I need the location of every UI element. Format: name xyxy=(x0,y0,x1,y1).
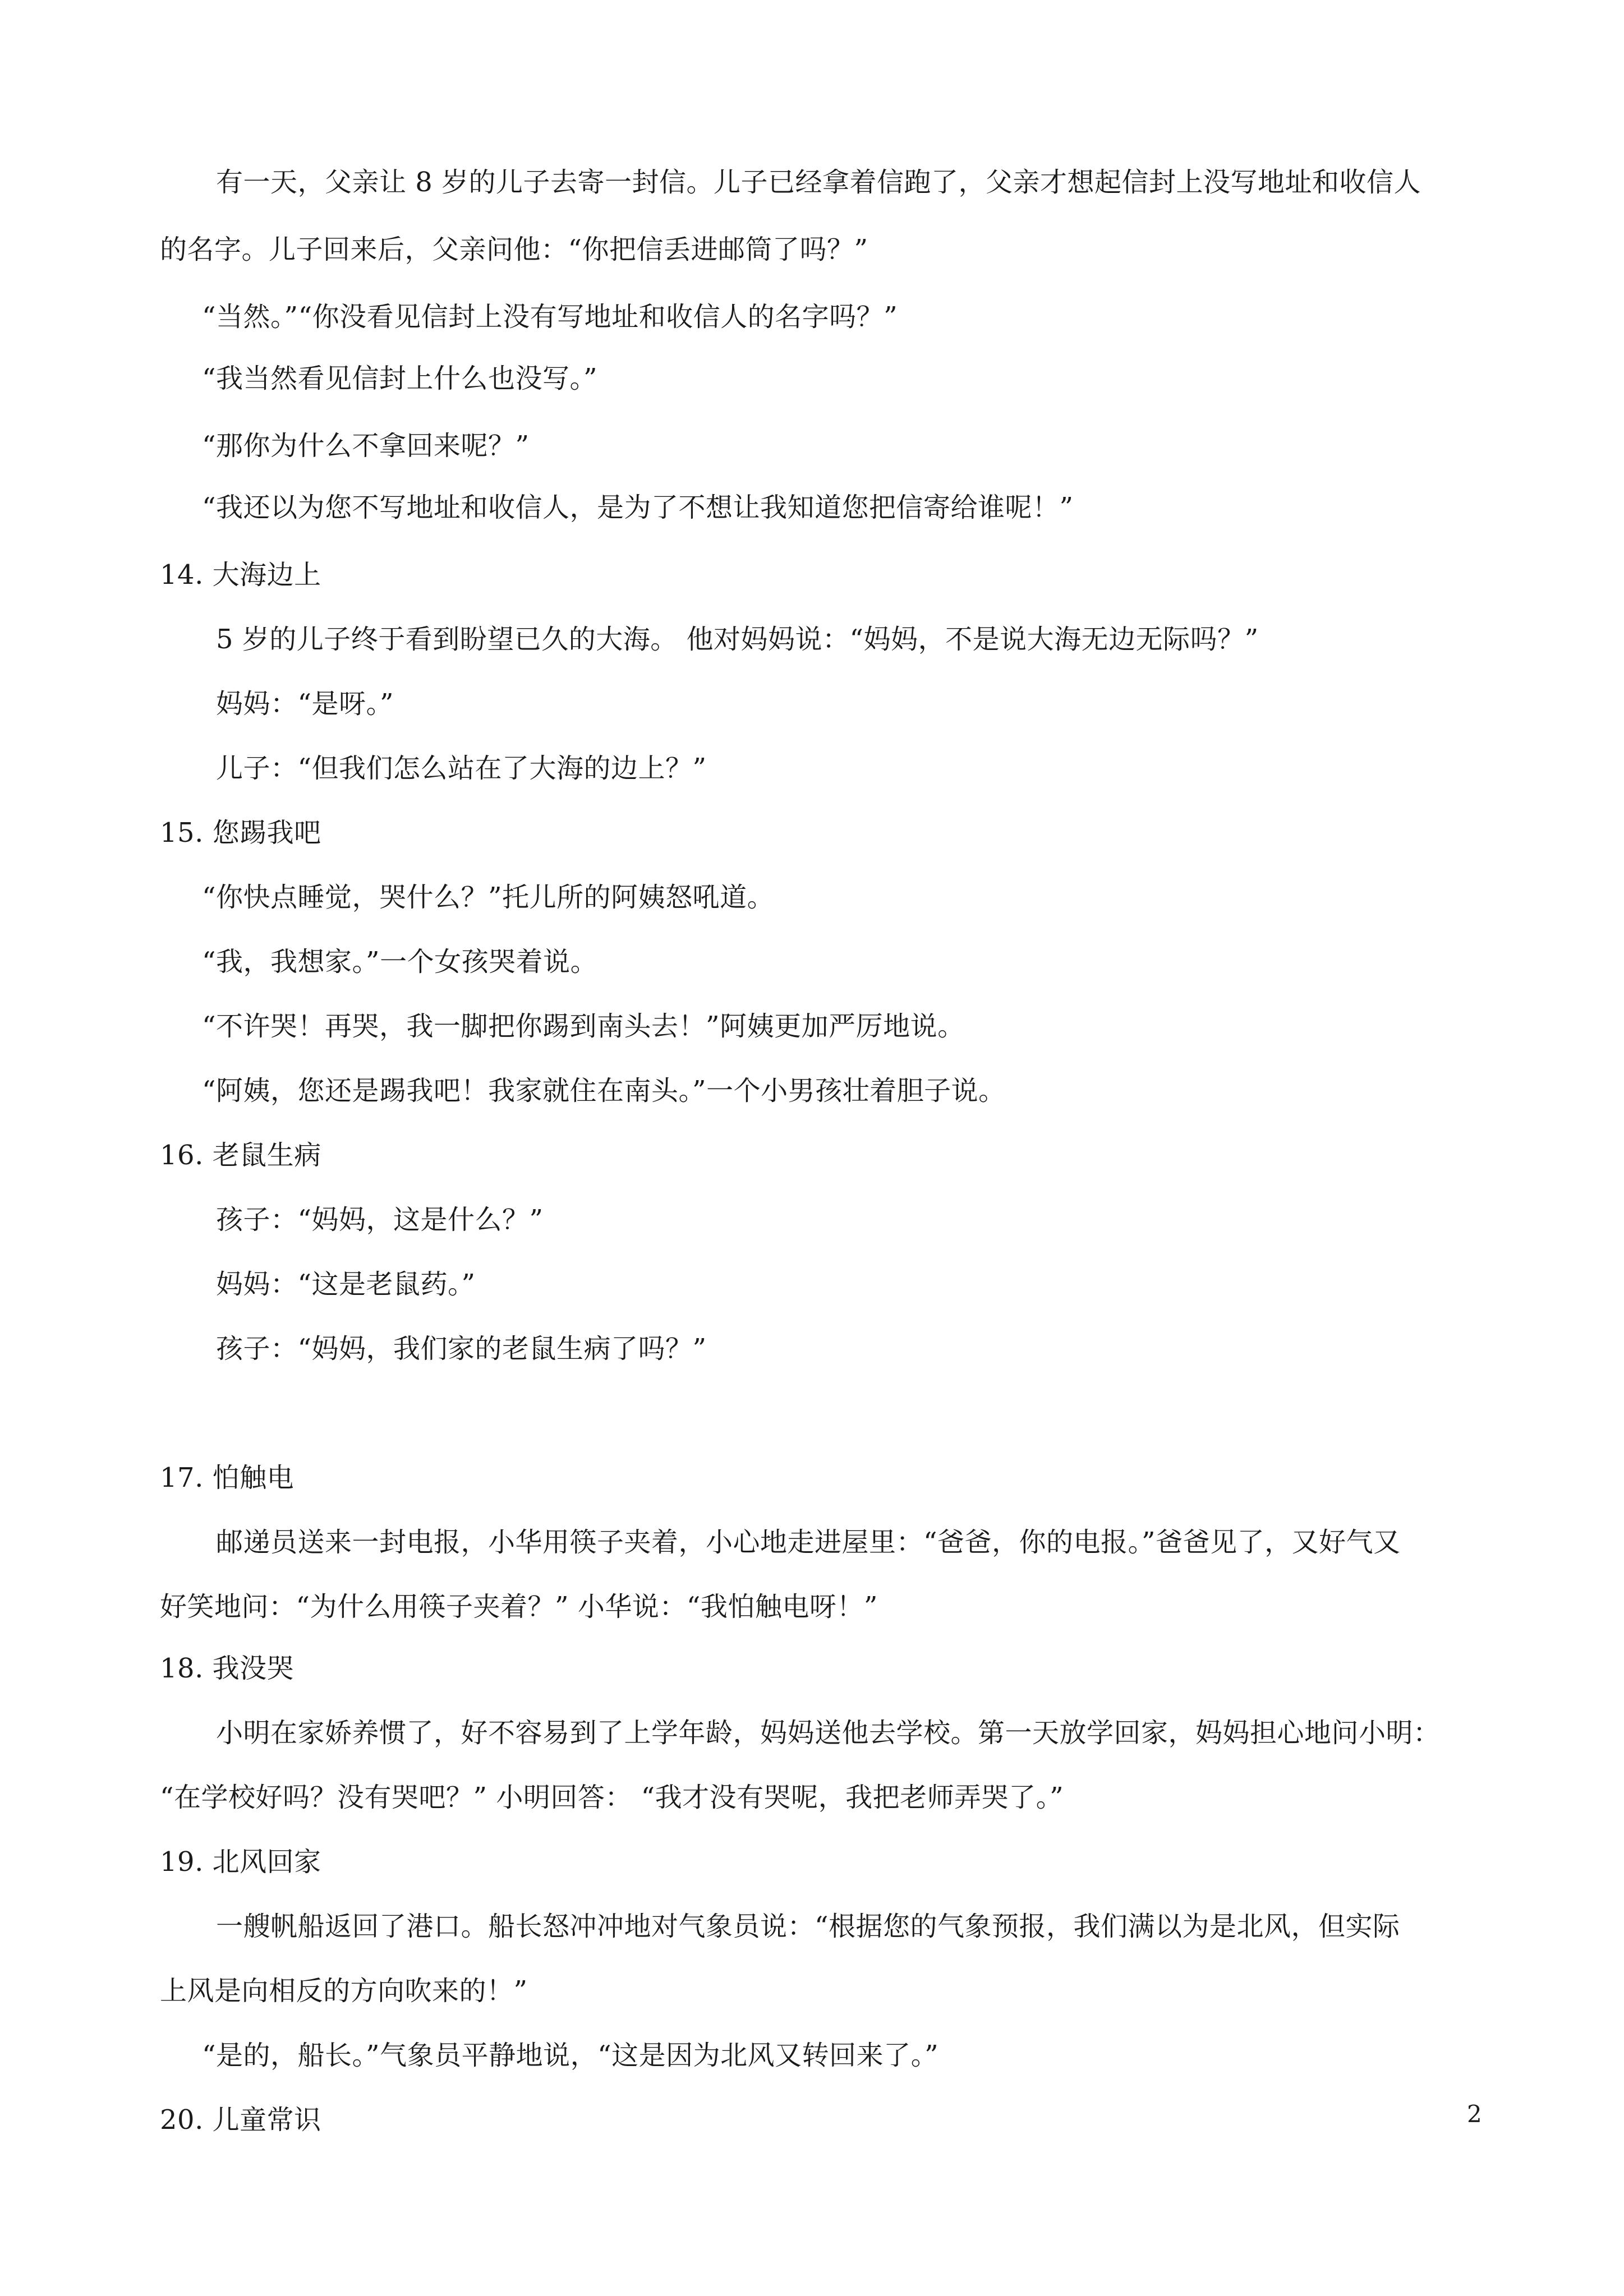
paragraph-line: “阿姨，您还是踢我吧！我家就住在南头。”一个小男孩壮着胆子说。 xyxy=(202,1075,1006,1106)
paragraph-line: 邮递员送来一封电报，小华用筷子夹着，小心地走进屋里：“爸爸，你的电报。”爸爸见了，又好气又 xyxy=(216,1527,1401,1558)
paragraph-line: “我，我想家。”一个女孩哭着说。 xyxy=(202,946,598,978)
section-heading: 20. 儿童常识 xyxy=(160,2104,321,2136)
paragraph-line: “是的，船长。”气象员平静地说，“这是因为北风又转回来了。” xyxy=(202,2040,939,2071)
section-heading: 17. 怕触电 xyxy=(160,1462,295,1493)
paragraph-line: 孩子：“妈妈，这是什么？” xyxy=(216,1204,544,1235)
paragraph-line: “在学校好吗？没有哭吧？” 小明回答： “我才没有哭呢，我把老师弄哭了。” xyxy=(160,1782,1064,1813)
section-heading: 19. 北风回家 xyxy=(160,1846,321,1878)
paragraph-line: 孩子：“妈妈，我们家的老鼠生病了吗？” xyxy=(216,1333,707,1364)
paragraph-line: “我还以为您不写地址和收信人，是为了不想让我知道您把信寄给谁呢！” xyxy=(202,492,1074,523)
paragraph-line: 好笑地问：“为什么用筷子夹着？” 小华说：“我怕触电呀！” xyxy=(160,1591,878,1622)
paragraph-line: “我当然看见信封上什么也没写。” xyxy=(202,363,598,394)
section-heading: 14. 大海边上 xyxy=(160,559,321,591)
paragraph-line: 上风是向相反的方向吹来的！” xyxy=(160,1975,528,2007)
paragraph-line: 有一天，父亲让 8 岁的儿子去寄一封信。儿子已经拿着信跑了，父亲才想起信封上没写地址和收信人 xyxy=(216,167,1421,198)
paragraph-line: “不许哭！再哭，我一脚把你踢到南头去！”阿姨更加严厉地说。 xyxy=(202,1011,965,1042)
paragraph-line: 小明在家娇养惯了，好不容易到了上学年龄，妈妈送他去学校。第一天放学回家，妈妈担心地问小明： xyxy=(216,1717,1441,1749)
section-heading: 15. 您踢我吧 xyxy=(160,817,321,849)
paragraph-line: “你快点睡觉，哭什么？”托儿所的阿姨怒吼道。 xyxy=(202,882,775,913)
section-heading: 18. 我没哭 xyxy=(160,1653,295,1684)
paragraph-line: 儿子：“但我们怎么站在了大海的边上？” xyxy=(216,753,707,784)
paragraph-line: 妈妈：“这是老鼠药。” xyxy=(216,1269,476,1300)
section-heading: 16. 老鼠生病 xyxy=(160,1140,321,1171)
paragraph-line: 妈妈：“是呀。” xyxy=(216,688,394,720)
paragraph-line: “当然。”“你没看见信封上没有写地址和收信人的名字吗？” xyxy=(202,301,898,333)
paragraph-line: 的名字。儿子回来后，父亲问他：“你把信丢进邮筒了吗？” xyxy=(160,234,868,265)
paragraph-line: 5 岁的儿子终于看到盼望已久的大海。 他对妈妈说：“妈妈，不是说大海无边无际吗？” xyxy=(216,624,1259,655)
paragraph-line: “那你为什么不拿回来呢？” xyxy=(202,430,530,462)
page-number: 2 xyxy=(1467,2100,1482,2128)
paragraph-line: 一艘帆船返回了港口。船长怒冲冲地对气象员说：“根据您的气象预报，我们满以为是北风，但实际 xyxy=(216,1911,1400,1942)
